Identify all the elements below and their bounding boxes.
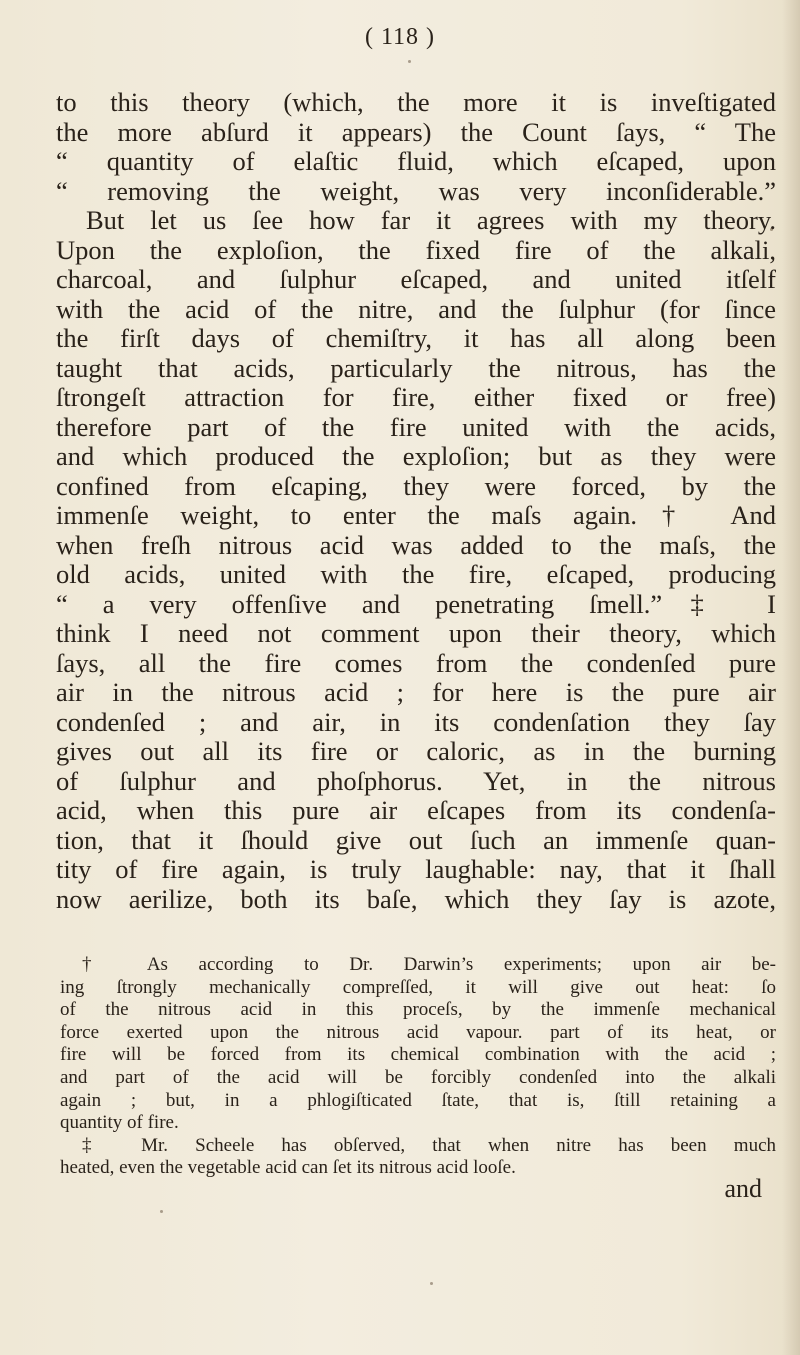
text-line: taught that acids, particularly the nitrous, has the xyxy=(56,352,776,383)
text-line: of ſulphur and phoſphorus. Yet, in the nitrous xyxy=(56,765,776,796)
text-line: But let us ſee how far it agrees with my theory. xyxy=(86,205,776,235)
text-line: “ removing the weight, was very inconſiderable.” xyxy=(56,175,776,206)
text-line: old acids, united with the fire, eſcaped, producing xyxy=(56,559,776,589)
text-line: with the acid of the nitre, and the ſulphur (for ſince xyxy=(56,293,776,324)
text-line: confined from eſcaping, they were forced, by the xyxy=(56,470,776,501)
footnote-line: † As according to Dr. Darwin’s experiments; upon air be- xyxy=(82,954,776,975)
text-line: tion, that it ſhould give out ſuch an immenſe quan- xyxy=(56,824,776,855)
page-edge-shadow xyxy=(782,0,800,1355)
paper-speck xyxy=(160,1210,163,1213)
text-line: air in the nitrous acid ; for here is the pure air xyxy=(56,677,776,707)
text-line: “ a very offenſive and penetrating ſmell.”‡ I xyxy=(56,588,776,619)
text-line: ſays, all the fire comes from the condenſed pure xyxy=(56,647,776,678)
footnote-line: fire will be forced from its chemical combination with the acid ; xyxy=(60,1044,776,1066)
catchword: and xyxy=(724,1174,762,1203)
footnote-line: ‡ Mr. Scheele has obſerved, that when nitre has been much xyxy=(82,1134,776,1156)
paper-speck xyxy=(408,60,411,63)
text-line: Upon the exploſion, the fixed fire of the alkali, xyxy=(56,234,776,265)
text-line: gives out all its fire or caloric, as in the burning xyxy=(56,736,776,766)
text-line: “ quantity of elaſtic fluid, which eſcaped, upon xyxy=(56,146,776,176)
text-line: ſtrongeſt attraction for fire, either fixed or free) xyxy=(56,382,776,412)
text-line: therefore part of the fire united with the acids, xyxy=(56,411,776,442)
text-line: to this theory (which, the more it is inveſtigated xyxy=(56,87,776,117)
main-text xyxy=(56,88,776,914)
footnote-line: of the nitrous acid in this proceſs, by the immenſe mechanical xyxy=(60,999,776,1021)
footnotes xyxy=(60,954,776,1180)
text-line: when freſh nitrous acid was added to the maſs, the xyxy=(56,529,776,560)
text-line: think I need not comment upon their theory, which xyxy=(56,618,776,648)
footnote-line: ing ſtrongly mechanically compreſſed, it will give out heat: ſo xyxy=(60,976,776,998)
text-line: acid, when this pure air eſcapes from its condenſa- xyxy=(56,795,776,825)
paper-speck xyxy=(770,228,773,231)
footnote-line: force exerted upon the nitrous acid vapour. part of its heat, or xyxy=(60,1021,776,1043)
paper-speck xyxy=(430,1282,433,1285)
footnote-line: and part of the acid will be forcibly condenſed into the alkali xyxy=(60,1066,776,1088)
footnote-line: again ; but, in a phlogiſticated ſtate, that is, ſtill retaining a xyxy=(60,1089,776,1111)
page-number: ( 118 ) xyxy=(364,24,436,50)
text-line: charcoal, and ſulphur eſcaped, and united itſelf xyxy=(56,264,776,294)
text-line: condenſed ; and air, in its condenſation they ſay xyxy=(56,706,776,737)
text-line: immenſe weight, to enter the maſs again.† And xyxy=(56,500,776,530)
text-line: the firſt days of chemiſtry, it has all along been xyxy=(56,323,776,353)
text-line: the more abſurd it appears) the Count ſays, “ The xyxy=(56,116,776,147)
footnote-line: heated, even the vegetable acid can ſet its nitrous acid looſe. xyxy=(60,1157,516,1179)
footnote-line: quantity of fire. xyxy=(60,1112,179,1134)
text-line: and which produced the exploſion; but as they were xyxy=(56,441,776,471)
text-line: tity of fire again, is truly laughable: nay, that it ſhall xyxy=(56,854,776,884)
text-line: now aerilize, both its baſe, which they ſay is azote, xyxy=(56,883,776,914)
